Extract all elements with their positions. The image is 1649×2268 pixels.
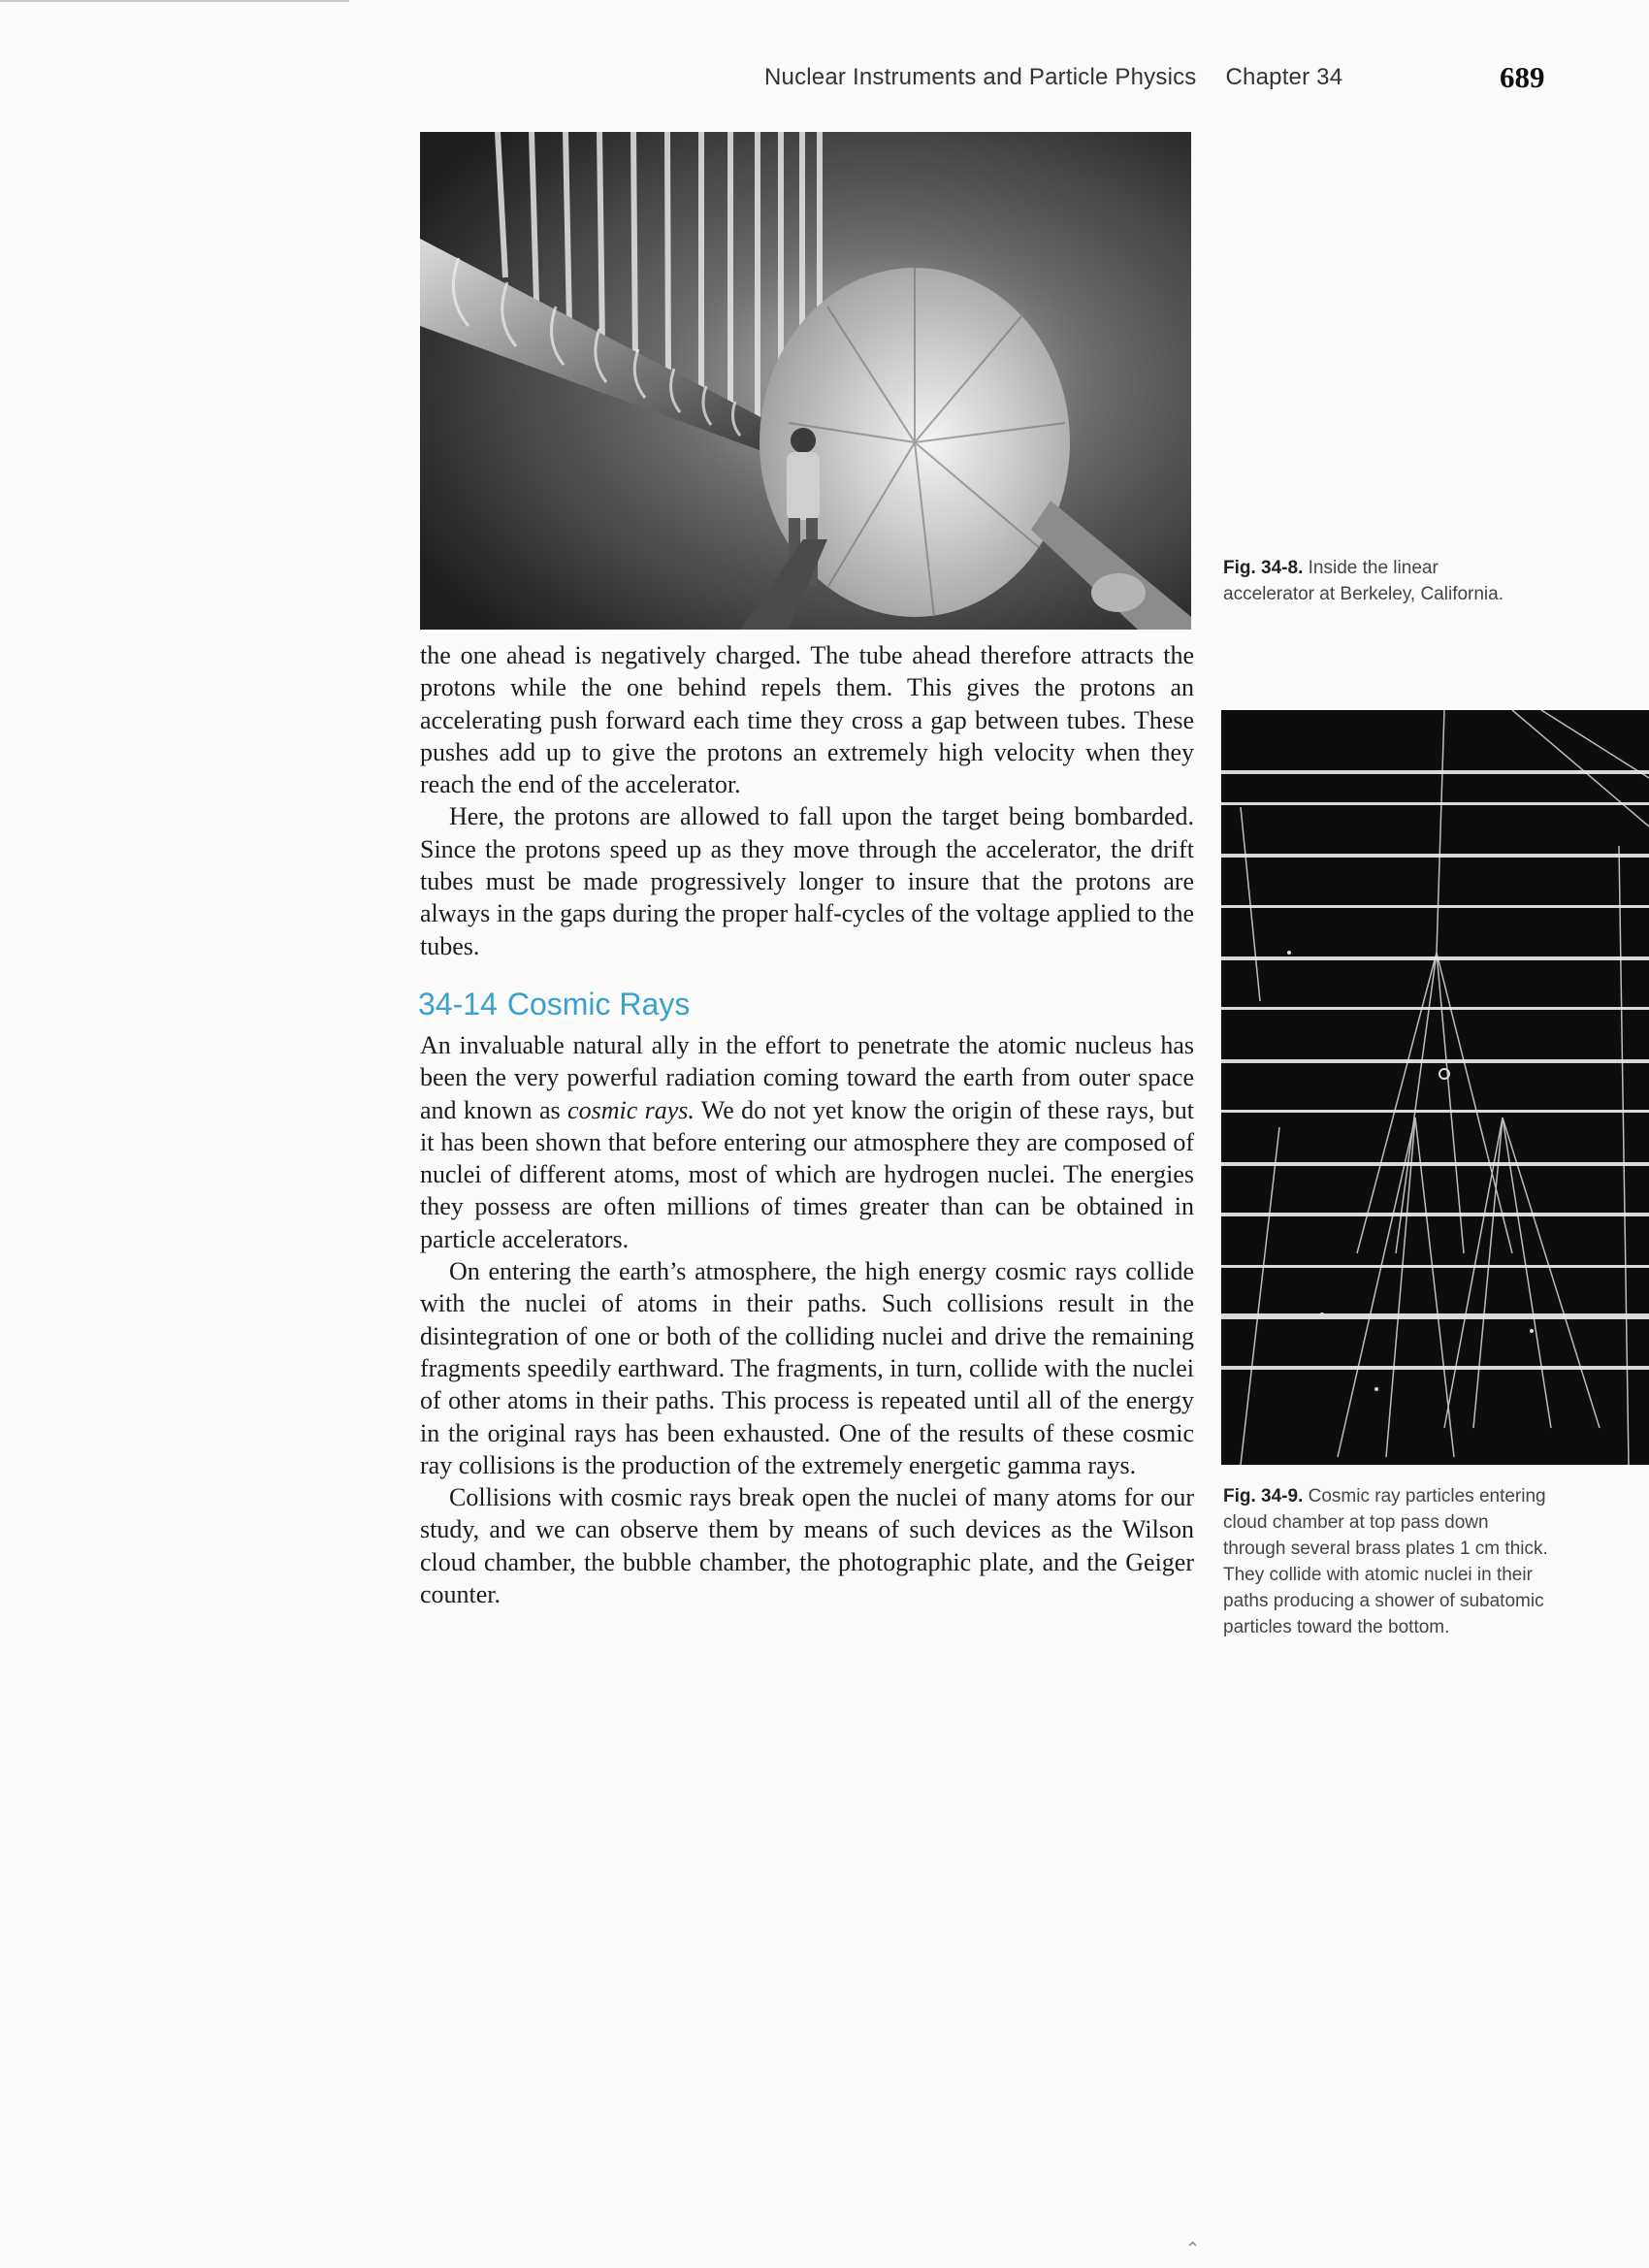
body-paragraph: On entering the earth’s atmosphere, the high energy cosmic rays collide with the nuclei of atoms in their paths. Such collisions result in the disintegration of one or both of the colliding nuclei and drive the remaining fragments speedily earthward. The fragments, in turn, collide with the nuclei of other atoms in their paths. This process is repeated until all of the energy in the original rays has been exhausted. One of the results of these cosmic ray collisions is the production of the extremely energetic gamma rays. xyxy=(420,1257,1194,1479)
section-heading xyxy=(418,987,690,1022)
body-paragraph: Here, the protons are allowed to fall upon the target being bombarded. Since the protons speed up as they move through the accelerator, the drift tubes must be made progressively longer to insure that the protons are always in the gaps during the proper half-cycles of the voltage applied to the tubes. xyxy=(420,802,1194,960)
fig-34-8-caption xyxy=(1223,555,1534,607)
page-number: 689 xyxy=(1500,60,1545,94)
accelerator-photo xyxy=(420,132,1191,630)
scan-edge-line xyxy=(0,0,349,2)
body-paragraph xyxy=(420,1029,1194,1255)
section-number: 34-14 xyxy=(418,987,498,1021)
cloud-chamber-photo xyxy=(1221,710,1649,1465)
body-paragraph: Collisions with cosmic rays break open the nuclei of many atoms for our study, and we can observe them by means of such devices as the Wilson cloud chamber, the bubble chamber, the photographic plate, and the Geiger counter. xyxy=(420,1483,1194,1609)
paragraph-text: We do not yet know the origin of these rays, but it has been shown that before entering our atmosphere they are composed of nuclei of different atoms, most of which are hydrogen nuclei. The energies they possess are often millions of times greater than can be obtained in particle accelerators. xyxy=(420,1095,1194,1253)
fig-34-8-label: Fig. 34-8. xyxy=(1223,558,1304,578)
term-cosmic-rays: cosmic rays. xyxy=(567,1095,695,1124)
accelerator-illustration xyxy=(420,132,1191,630)
body-paragraph: the one ahead is negatively charged. The tube ahead therefore attracts the protons while the one behind repels them. This gives the protons an accelerating push forward each time they cross a gap between tubes. These pushes add up to give the protons an extremely high velocity when they reach the end of the accelerator. xyxy=(420,641,1194,799)
fig-34-9-caption xyxy=(1223,1483,1553,1640)
section-title: Cosmic Rays xyxy=(506,987,691,1021)
cloud-chamber-illustration xyxy=(1221,710,1649,1465)
fig-34-8-caption-text: Inside the linear accelerator at Berkeley, California. xyxy=(1223,558,1504,604)
running-title: Nuclear Instruments and Particle Physics xyxy=(764,64,1197,90)
chapter-label: Chapter 34 xyxy=(1225,64,1343,90)
scan-speck: ⌃ xyxy=(1185,2239,1201,2259)
running-header xyxy=(764,64,1342,91)
fig-34-9-label: Fig. 34-9. xyxy=(1223,1486,1304,1507)
paragraph-text: An invaluable natural ally in the effort to penetrate the atomic nucleus has been the very powerful radiation coming toward the earth from outer space and known as xyxy=(420,1031,1194,1124)
accelerator-text xyxy=(420,639,1194,962)
fig-34-9-caption-text: Cosmic ray particles entering cloud chamber at top pass down through several brass plates 1 cm thick. They collide with atomic nuclei in their paths producing a shower of subatomic particles toward the bottom. xyxy=(1223,1486,1548,1637)
cosmic-rays-text xyxy=(420,1029,1194,1610)
